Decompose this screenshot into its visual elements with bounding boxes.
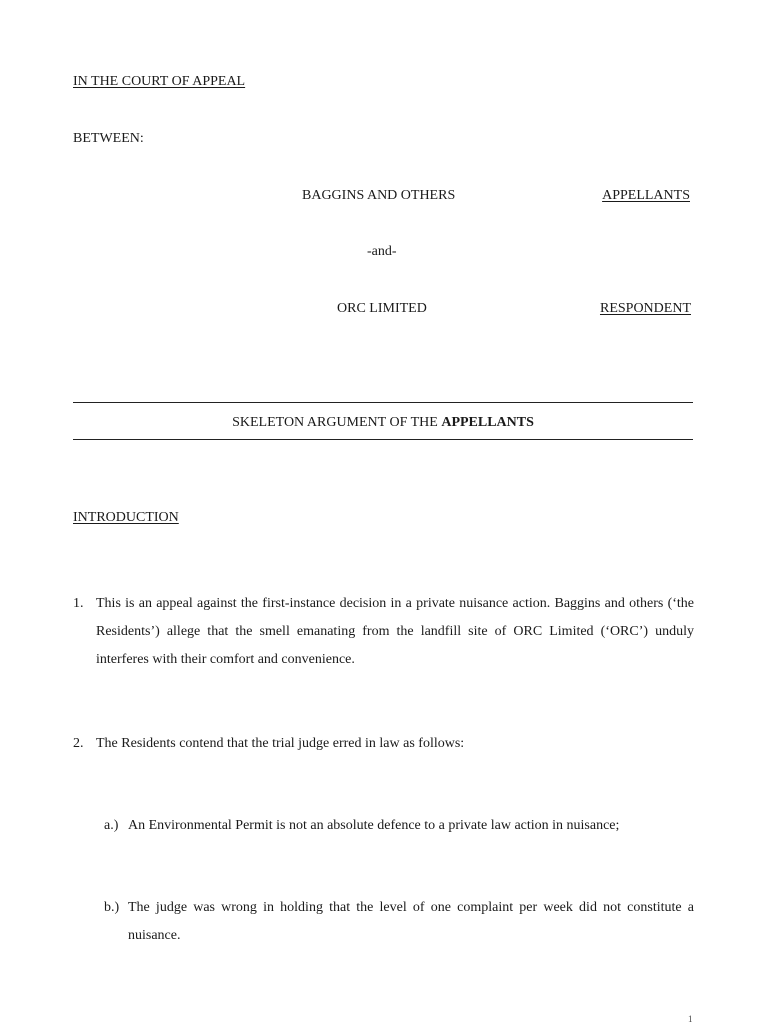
respondent-name: ORC LIMITED bbox=[337, 301, 427, 316]
subpoint-label: a.) bbox=[104, 818, 119, 833]
respondent-role: RESPONDENT bbox=[599, 301, 691, 316]
appellant-name: BAGGINS AND OTHERS bbox=[302, 188, 456, 203]
subpoint-text: The judge was wrong in holding that the level of one complaint per week did not constitute a nuisance. bbox=[128, 900, 694, 943]
document-title-prefix: SKELETON ARGUMENT OF THE bbox=[232, 415, 442, 430]
document-title bbox=[73, 415, 693, 431]
page-number: 1 bbox=[688, 1014, 693, 1024]
paragraph-number: 2. bbox=[73, 736, 84, 751]
paragraph-text: The Residents contend that the trial judge erred in law as follows: bbox=[96, 736, 465, 751]
appellant-role: APPELLANTS bbox=[602, 188, 690, 203]
title-rule-bottom bbox=[73, 439, 693, 440]
document-title-emphasis: APPELLANTS bbox=[441, 415, 534, 430]
court-heading: IN THE COURT OF APPEAL bbox=[73, 74, 246, 89]
subpoint-text: An Environmental Permit is not an absolute defence to a private law action in nuisance; bbox=[128, 818, 620, 833]
section-heading: INTRODUCTION bbox=[73, 510, 179, 525]
title-rule-top bbox=[73, 402, 693, 403]
paragraph-text: This is an appeal against the first-instance decision in a private nuisance action. Baggins and others (‘the Residents’) allege that the smell emanating from the landfill site of ORC Limited (‘ORC’) unduly interferes with their comfort and convenience. bbox=[96, 596, 694, 667]
between-label: BETWEEN: bbox=[73, 131, 144, 146]
paragraph-number: 1. bbox=[73, 596, 84, 611]
and-separator: -and- bbox=[367, 244, 397, 259]
subpoint-label: b.) bbox=[104, 900, 120, 915]
